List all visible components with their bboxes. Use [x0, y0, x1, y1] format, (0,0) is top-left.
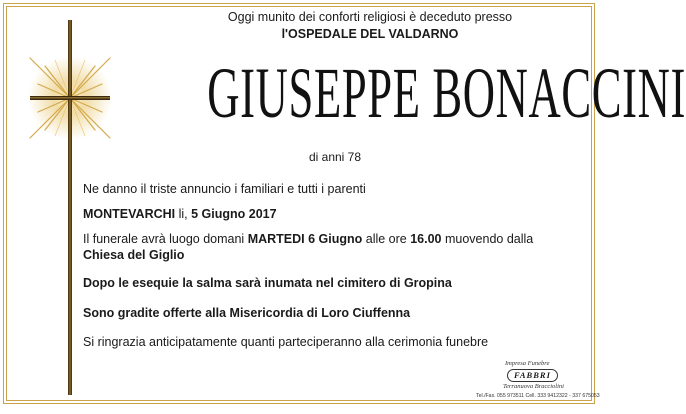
- offerings-text: Sono gradite offerte alla Misericordia di Loro Ciuffenna: [83, 306, 411, 320]
- place-date-line: [83, 206, 593, 223]
- hospital-name: l'OSPEDALE DEL VALDARNO: [281, 27, 459, 41]
- funeral-part2: alle ore: [362, 232, 411, 246]
- burial-text: Dopo le esequie la salma sarà inumata nel cimitero di Gropina: [83, 276, 452, 290]
- agency-label-top: Impresa Funebre: [505, 360, 550, 367]
- place-date-sep: li,: [175, 207, 192, 221]
- agency-logo: [470, 356, 600, 404]
- announcement-text: Ne danno il triste annuncio i familiari e tutti i parenti: [83, 182, 366, 196]
- place-name: MONTEVARCHI: [83, 207, 176, 221]
- agency-name: FABBRI: [507, 369, 558, 382]
- date-text: 5 Giugno 2017: [191, 207, 277, 221]
- funeral-day: MARTEDI 6 Giugno: [247, 232, 363, 246]
- funeral-line: [83, 231, 593, 248]
- church-name: Chiesa del Giglio: [83, 248, 185, 262]
- agency-contacts: Tel./Fax. 055 973511 Cell. 333 9412322 - 337 675053: [476, 393, 600, 399]
- intro-line: Oggi munito dei conforti religiosi è deceduto presso: [227, 10, 513, 24]
- agency-label-bottom: Terranuova Bracciolini: [503, 383, 564, 390]
- funeral-part1: Il funerale avrà luogo domani: [83, 232, 248, 246]
- age-label: di anni 78: [308, 150, 362, 164]
- funeral-part3: muovendo dalla: [441, 232, 534, 246]
- funeral-time: 16.00: [410, 232, 442, 246]
- thanks-text: Si ringrazia anticipatamente quanti parteciperanno alla cerimonia funebre: [83, 335, 489, 349]
- deceased-name: GIUSEPPE BONACCINI: [207, 53, 686, 133]
